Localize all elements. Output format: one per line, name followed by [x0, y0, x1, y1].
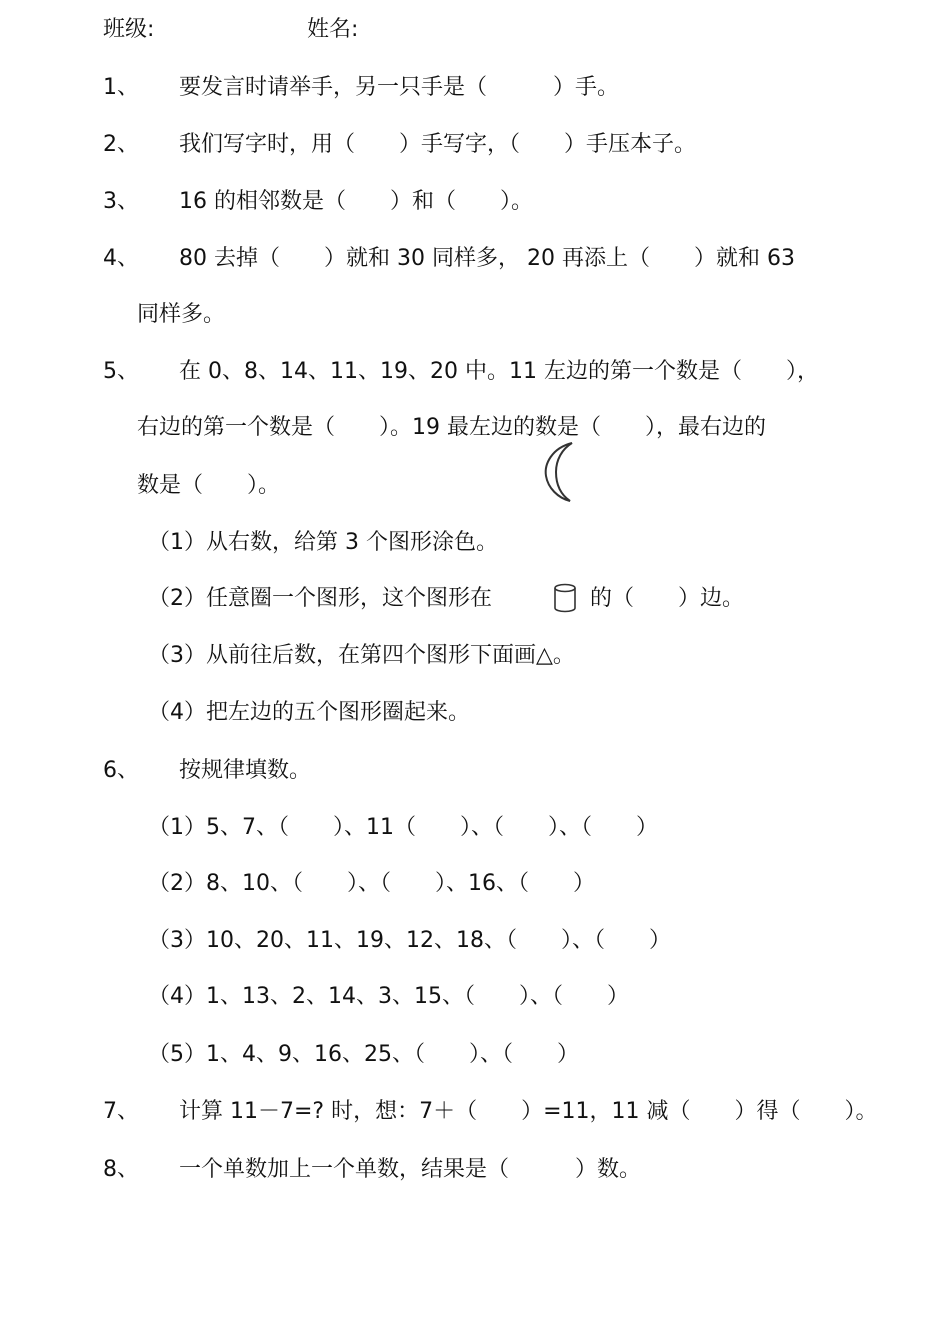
q1-number: 1、: [103, 75, 139, 100]
q4-line1: 80 去掉（ ）就和 30 同样多， 20 再添上（ ）就和 63: [179, 246, 795, 271]
q1-text: 要发言时请举手，另一只手是（ ）手。: [179, 75, 620, 100]
q5-sub1: （1）从右数，给第 3 个图形涂色。: [148, 530, 498, 555]
q3-text: 16 的相邻数是（ ）和（ ）。: [179, 189, 533, 214]
q5-sub2b: 的（ ）边。: [590, 586, 745, 611]
cylinder-icon: [553, 583, 577, 613]
q5-line2: 右边的第一个数是（ ）。19 最左边的数是（ ），最右边的: [137, 415, 766, 440]
q6-item-4: （4）1、13、2、14、3、15、（ ）、（ ）: [148, 984, 629, 1009]
q2-text: 我们写字时，用（ ）手写字，（ ）手压本子。: [179, 132, 697, 157]
q5-sub2a: （2）任意圈一个图形，这个图形在: [148, 586, 492, 611]
q5-number: 5、: [103, 359, 139, 384]
q8-number: 8、: [103, 1157, 139, 1182]
q6-text: 按规律填数。: [179, 758, 312, 783]
q4-number: 4、: [103, 246, 139, 271]
name-label: 姓名:: [307, 17, 359, 42]
q6-item-3: （3）10、20、11、19、12、18、（ ）、（ ）: [148, 928, 671, 953]
q5-sub3: （3）从前往后数，在第四个图形下面画△。: [148, 643, 575, 668]
class-label: 班级:: [103, 17, 155, 42]
q5-line3: 数是（ ）。: [137, 473, 281, 498]
q4-line2: 同样多。: [137, 302, 226, 327]
q5-line1: 在 0、8、14、11、19、20 中。11 左边的第一个数是（ ），: [179, 359, 819, 384]
q7-number: 7、: [103, 1099, 139, 1124]
q3-number: 3、: [103, 189, 139, 214]
q7-text: 计算 11－7=? 时，想：7＋（ ）=11，11 减（ ）得（ ）。: [179, 1099, 878, 1124]
q6-number: 6、: [103, 758, 139, 783]
q5-sub4: （4）把左边的五个图形圈起来。: [148, 700, 470, 725]
q6-item-2: （2）8、10、（ ）、（ ）、16、（ ）: [148, 871, 595, 896]
q8-text: 一个单数加上一个单数，结果是（ ）数。: [179, 1157, 642, 1182]
q6-item-1: （1）5、7、（ ）、11（ ）、（ ）、（ ）: [148, 815, 658, 840]
q2-number: 2、: [103, 132, 139, 157]
q6-item-5: （5）1、4、9、16、25、（ ）、（ ）: [148, 1042, 579, 1067]
crescent-moon-icon: [540, 440, 580, 504]
